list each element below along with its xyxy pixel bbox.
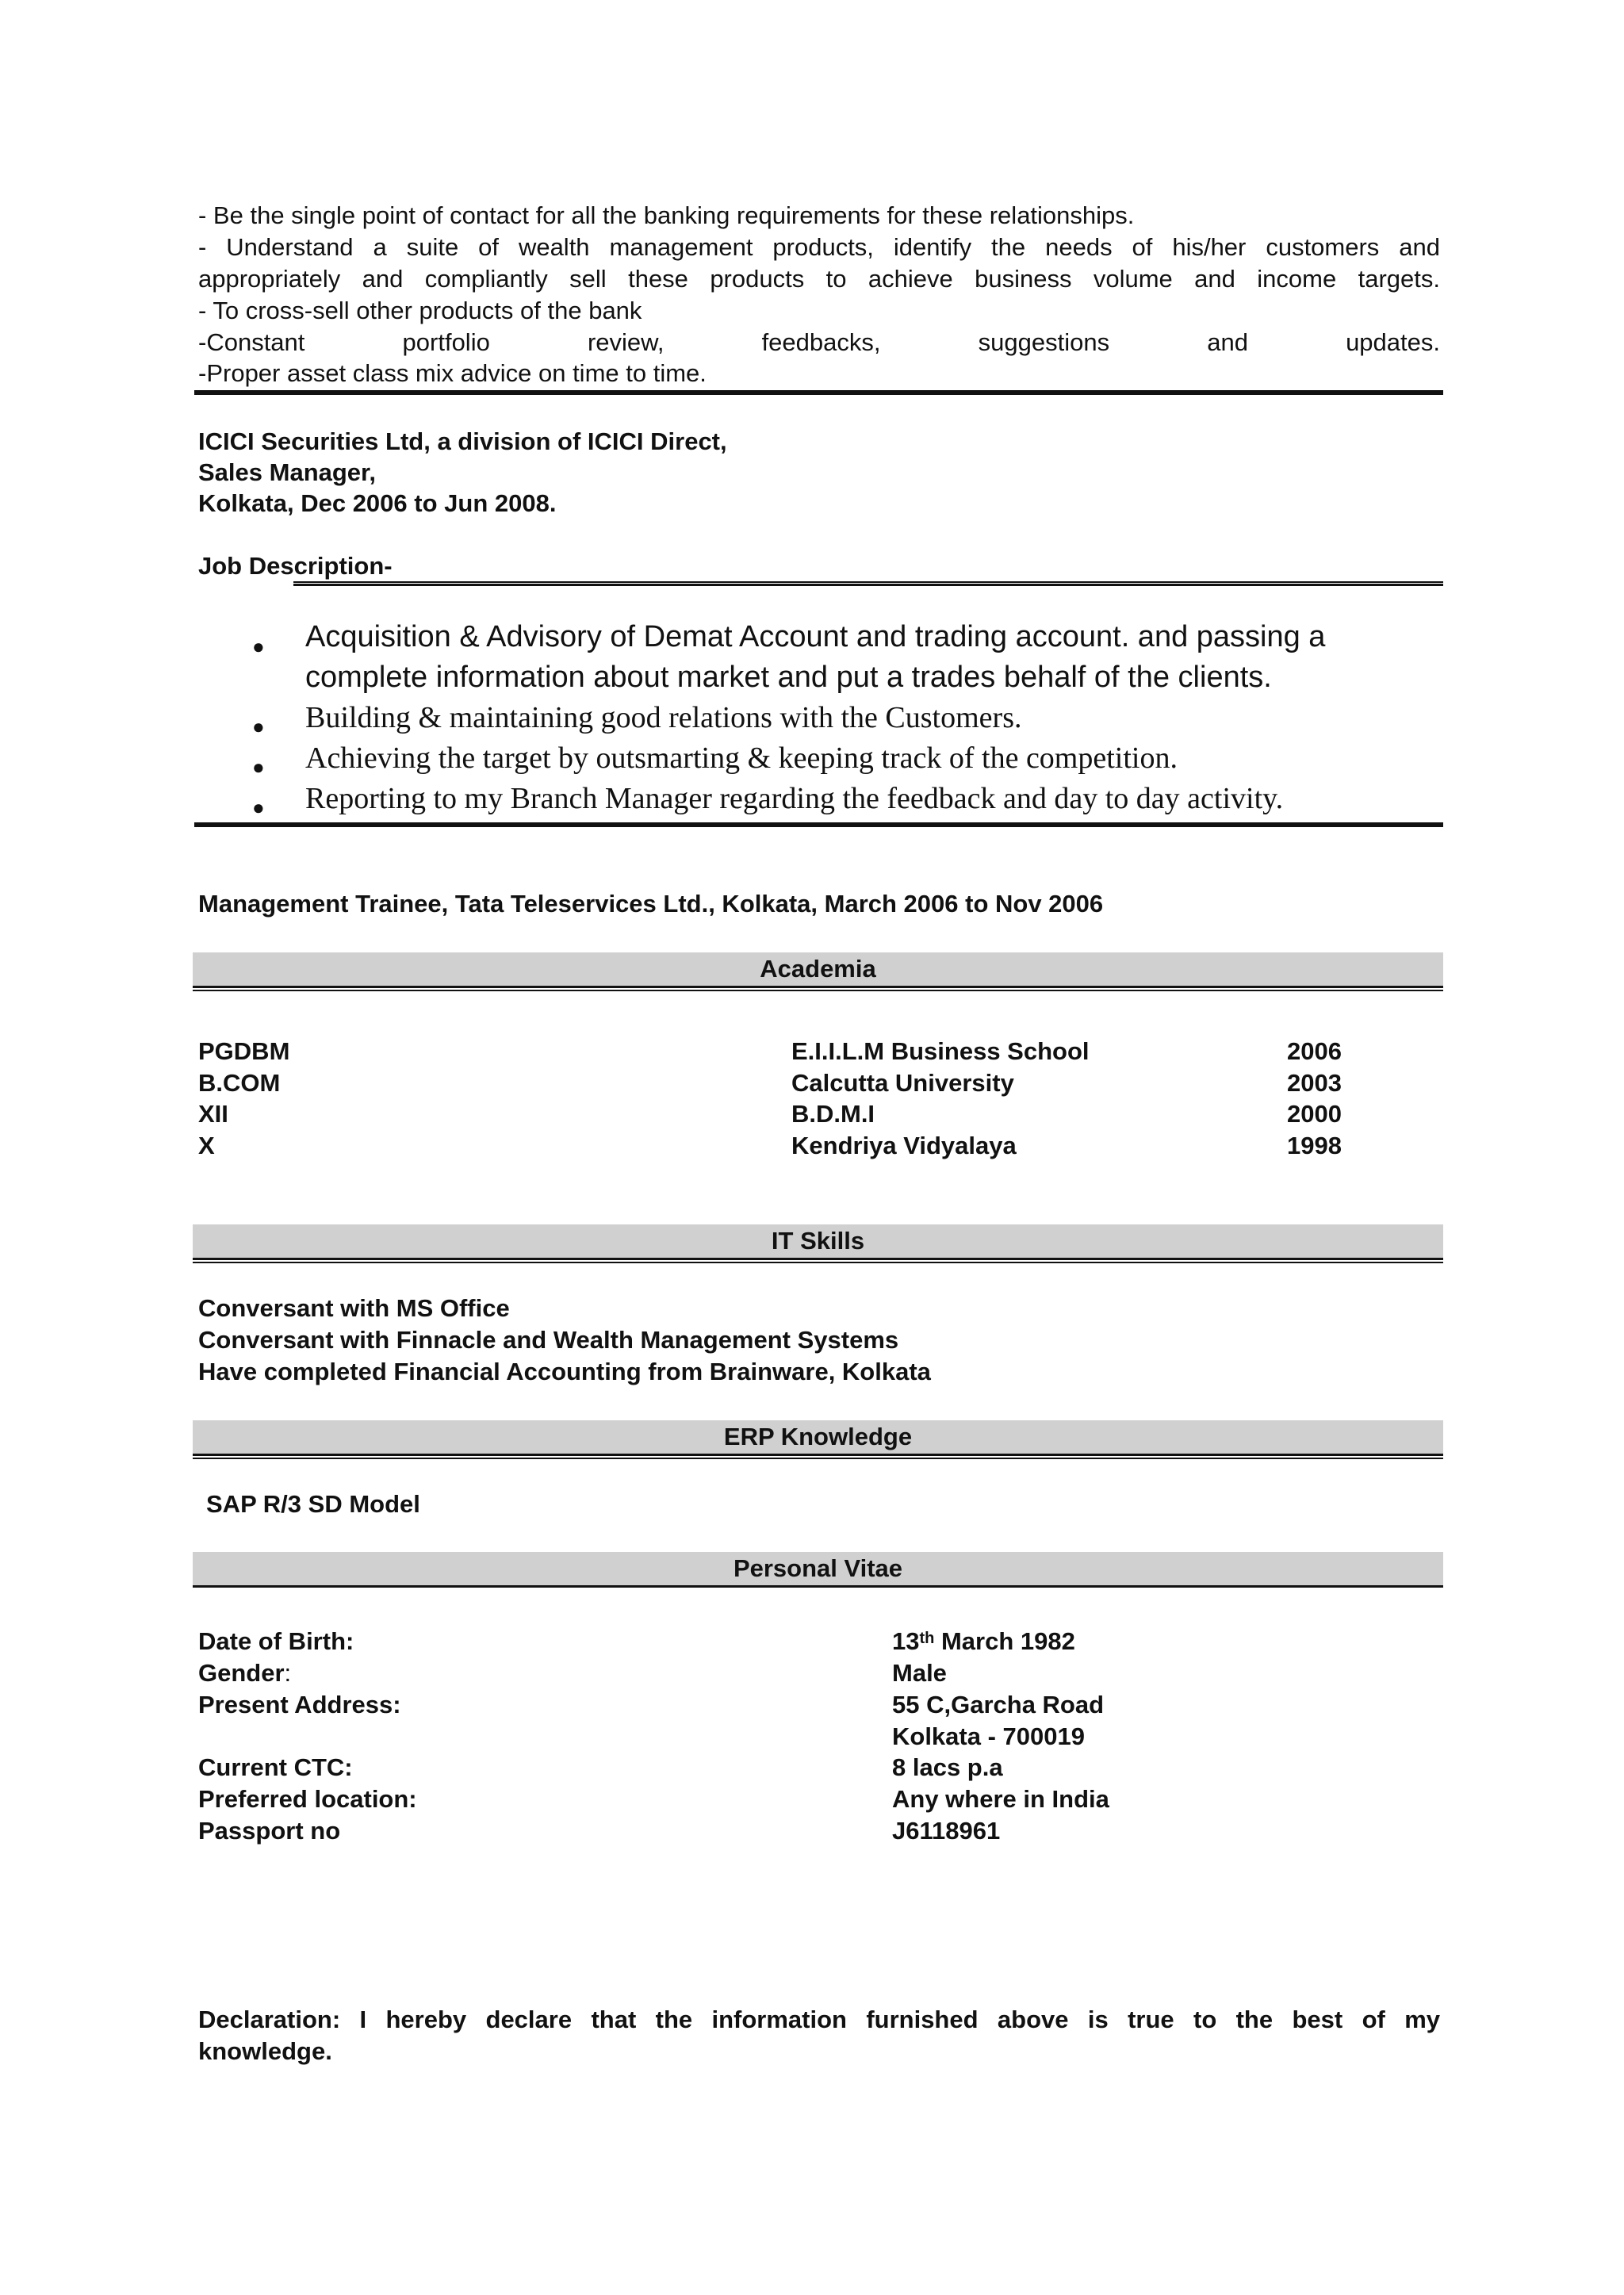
job-title: Sales Manager, <box>198 458 377 486</box>
responsibility-line: -Constant portfolio review, feedbacks, suggestions and updates. <box>198 328 1440 356</box>
degree: PGDBM <box>198 1037 290 1065</box>
list-item: ● Achieving the target by outsmarting & keeping track of the competition. <box>252 738 1442 779</box>
institute: E.I.I.L.M Business School <box>791 1037 1090 1065</box>
location-value: Any where in India <box>892 1785 1109 1813</box>
section-title-academia: Academia <box>193 952 1443 986</box>
section-rule <box>193 1585 1443 1588</box>
section-title-personal: Personal Vitae <box>193 1552 1443 1585</box>
responsibility-line: - Be the single point of contact for all the banking requirements for these relationships. <box>198 201 1135 229</box>
degree: X <box>198 1132 215 1159</box>
divider <box>293 581 1443 586</box>
skill-item: Have completed Financial Accounting from Brainware, Kolkata <box>198 1358 931 1385</box>
bullet-icon: ● <box>252 755 265 779</box>
degree: XII <box>198 1100 228 1128</box>
degree: B.COM <box>198 1069 281 1097</box>
location-label: Preferred location: <box>198 1785 417 1813</box>
responsibility-line: - Understand a suite of wealth management products, identify the needs of his/her customers and <box>198 233 1440 261</box>
ctc-value: 8 lacs p.a <box>892 1753 1003 1781</box>
declaration-line: knowledge. <box>198 2037 332 2065</box>
section-rule <box>193 1454 1443 1459</box>
skill-item: Conversant with MS Office <box>198 1294 510 1322</box>
erp-item: SAP R/3 SD Model <box>206 1490 420 1518</box>
divider <box>194 822 1443 827</box>
section-rule <box>193 1258 1443 1263</box>
institute: Kendriya Vidyalaya <box>791 1132 1017 1159</box>
year: 1998 <box>1287 1132 1342 1159</box>
responsibility-line: - To cross-sell other products of the bank <box>198 297 642 324</box>
list-item: ● Reporting to my Branch Manager regarding the feedback and day to day activity. <box>252 779 1442 819</box>
list-item: ● Acquisition & Advisory of Demat Account and trading account. and passing a <box>252 617 1442 657</box>
address-label: Present Address: <box>198 1691 401 1718</box>
responsibility-line: appropriately and compliantly sell these products to achieve business volume and income targets. <box>198 265 1440 293</box>
passport-label: Passport no <box>198 1817 341 1845</box>
dob-label: Date of Birth: <box>198 1627 354 1655</box>
address-line1: 55 C,Garcha Road <box>892 1691 1105 1718</box>
institute: B.D.M.I <box>791 1100 875 1128</box>
bullet-icon: ● <box>252 795 265 819</box>
job-location-dates: Kolkata, Dec 2006 to Jun 2008. <box>198 489 557 517</box>
ctc-label: Current CTC: <box>198 1753 353 1781</box>
gender-value: Male <box>892 1659 947 1687</box>
dob-value: 13th March 1982 <box>892 1627 1075 1655</box>
institute: Calcutta University <box>791 1069 1014 1097</box>
section-rule <box>193 986 1443 991</box>
responsibility-line: -Proper asset class mix advice on time to time. <box>198 359 707 387</box>
employer-name: ICICI Securities Ltd, a division of ICICI Direct, <box>198 427 727 455</box>
divider <box>194 390 1443 395</box>
bullet-icon: ● <box>252 634 265 658</box>
skill-item: Conversant with Finnacle and Wealth Management Systems <box>198 1326 899 1354</box>
declaration-line: Declaration: I hereby declare that the information furnished above is true to the best of my <box>198 2006 1440 2033</box>
year: 2003 <box>1287 1069 1342 1097</box>
list-item: complete information about market and put a trades behalf of the clients. <box>305 661 1272 694</box>
employment-entry: Management Trainee, Tata Teleservices Ltd., Kolkata, March 2006 to Nov 2006 <box>198 890 1104 918</box>
bullet-icon: ● <box>252 715 265 738</box>
job-bullet-list <box>252 617 1442 819</box>
section-title-it-skills: IT Skills <box>193 1224 1443 1258</box>
year: 2000 <box>1287 1100 1342 1128</box>
declaration <box>198 2004 1440 2067</box>
year: 2006 <box>1287 1037 1342 1065</box>
job-description-label: Job Description- <box>198 552 393 580</box>
list-item: ● Building & maintaining good relations with the Customers. <box>252 698 1442 738</box>
gender-label: Gender: <box>198 1659 292 1687</box>
address-line2: Kolkata - 700019 <box>892 1722 1085 1750</box>
passport-value: J6118961 <box>892 1817 1001 1845</box>
section-title-erp: ERP Knowledge <box>193 1420 1443 1454</box>
